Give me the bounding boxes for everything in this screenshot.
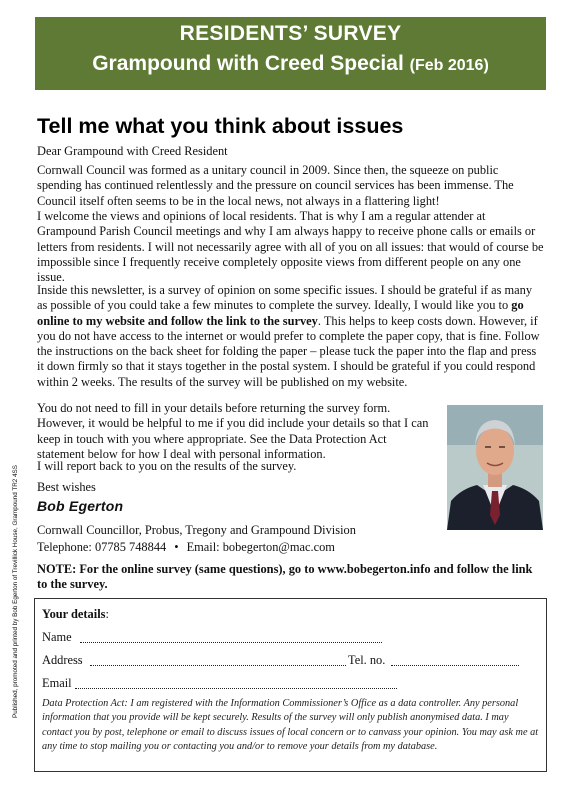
banner-subtitle: Grampound with Creed Special (92, 52, 404, 75)
paragraph-details: You do not need to fill in your details before returning the survey form. However, it would be helpful to me if you did include your details so that I can keep in touch with you where appropriate. See the Data Protection Act statement below for how I deal with personal information. (37, 401, 429, 461)
email-label: Email (42, 676, 72, 690)
online-survey-note: NOTE: For the online survey (same questions), go to www.bobegerton.info and follow the link to the survey. (37, 562, 533, 591)
survey-online-instruction: go online to my website and follow the link to the survey (37, 298, 524, 328)
banner-date: (Feb 2016) (409, 57, 489, 74)
details-title (42, 607, 109, 622)
tel-field[interactable] (391, 656, 519, 666)
contact-line (37, 540, 545, 555)
details-title-text: Your details (42, 607, 106, 621)
details-title-colon: : (105, 607, 109, 621)
closing: Best wishes (37, 480, 96, 494)
salutation: Dear Grampound with Creed Resident (37, 144, 228, 158)
email-field[interactable] (75, 679, 397, 689)
address-field[interactable] (90, 656, 346, 666)
banner-title: RESIDENTS’ SURVEY (179, 22, 402, 45)
imprint-credit: Published, promoted and printed by Bob Egerton of Trevillick House, Grampound TR2 4SS (12, 465, 19, 718)
councillor-photo (447, 405, 543, 530)
paragraph-council: Cornwall Council was formed as a unitary council in 2009. Since then, the squeeze on public spending has continued relentlessly and the pressure on council services has been immense. The Council itself often seems to be in the local news, not always in a flattering light! (37, 163, 514, 208)
survey-text-start: Inside this newsletter, is a survey of opinion on some specific issues. I should be grateful if as many as possible of you could take a few minutes to complete the survey. Ideally, I would like you to (37, 283, 533, 313)
details-form (34, 598, 547, 772)
tel-label: Tel. no. (348, 653, 386, 667)
signature: Bob Egerton (37, 498, 124, 514)
name-label: Name (42, 630, 72, 644)
email-address: Email: bobegerton@mac.com (186, 540, 335, 554)
data-protection-statement: Data Protection Act: I am registered with the Information Commissioner’s Office as a data controller. Any personal information that you provide will be kept securely. Results of the survey will only publish anonymised data. I may contact you by post, telephone or email to discuss issues of local concern or to canvass your opinion. You may ask me at any time to stop mailing you or contacting you and/or to remove your details from my database. (42, 698, 539, 753)
survey-text-end: . This helps to keep costs down. However, if you do not have access to the internet or would prefer to complete the paper copy, that is fine. Follow the instructions on the back sheet for folding the paper – please tuck the paper into the flap and press it down firmly so that it stays together in the postal system. I should be grateful if you could respond within 2 weeks. The results of the survey will be published on my website. (37, 313, 540, 389)
portrait-illustration (447, 405, 543, 530)
telephone: Telephone: 07785 748844 (37, 540, 167, 554)
contact-separator: • (174, 540, 179, 554)
councillor-role: Cornwall Councillor, Probus, Tregony and Grampound Division (37, 523, 356, 537)
paragraph-views: I welcome the views and opinions of local residents. That is why I am a regular attender at Grampound Parish Council meetings and why I am always happy to receive phone calls or emails or letters from residents. I will not necessarily agree with all of you on all issues: that would of course be impossible since I frequently receive completely opposite views from different people on any one issue. (37, 209, 544, 285)
banner-subtitle-line (35, 51, 546, 79)
address-label: Address (42, 653, 83, 667)
name-field[interactable] (80, 633, 382, 643)
paragraph-survey (37, 283, 545, 390)
page-heading: Tell me what you think about issues (37, 114, 404, 138)
survey-banner (35, 17, 546, 90)
paragraph-report: I will report back to you on the results of the survey. (37, 459, 297, 473)
